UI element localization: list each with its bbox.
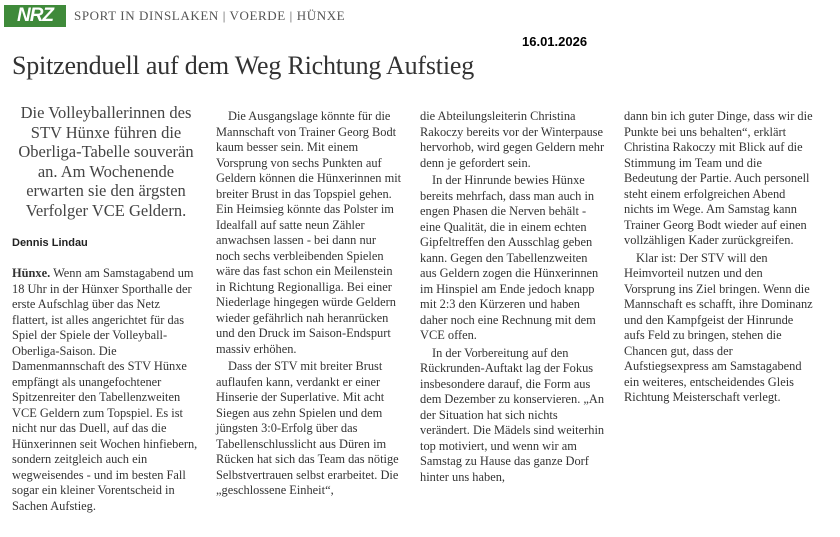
column-3-paragraph: die Abteilungsleiterin Christina Rakoczy bereits vor der Winterpause hervorhob, wird gegen Geldern mehr denn je gefordert sein. (420, 109, 605, 170)
column-2-paragraph: Die Ausgangslage könnte für die Mannschaft von Trainer Georg Bodt kaum besser sein. Mit einem Vorsprung von sechs Punkten auf Geldern können die Hünxerinnen mit breiter Brust in das Topspiel gehen. Ein Heimsieg könnte das Polster im Idealfall auf satte neun Zähler anwachsen lassen - bei dann nur noch sechs verbleibenden Spielen wäre das fast schon ein Meilenstein in Richtung Regionalliga. Bei einer Niederlage hingegen würde Geldern wieder gefährlich nah heranrücken und den Druck im Saison-Endspurt massiv erhöhen. (216, 109, 402, 356)
article-teaser: Die Volleyballerinnen des STV Hünxe führen die Oberliga-Tabelle souverän an. Am Wochenende erwarten sie den ärgsten Verfolger VCE Geldern. (18, 103, 194, 220)
column-4-paragraph: Klar ist: Der STV will den Heimvorteil nutzen und den Vorsprung ins Ziel bringen. Wenn die Mannschaft es schafft, ihre Dominanz und den Kampfgeist der Hinrunde aufs Feld zu bringen, stehen die Chancen gut, dass der Aufstiegsexpress am Samstagabend ein weiteres, entscheidendes Gleis Richtung Meisterschaft verlegt. (624, 250, 813, 404)
newspaper-logo: NRZ (4, 5, 66, 27)
column-4-paragraph: dann bin ich guter Dinge, dass wir die Punkte bei uns behalten“, erklärt Christina Rakoczy mit Blick auf die Stimmung im Team und die Bedeutung der Partie. Auch personell steht einem erfolgreichen Abend nichts im Wege. Am Samstag kann Trainer Georg Bodt wieder auf einen vollzähligen Kader zurückgreifen. (624, 109, 813, 247)
article-column-4 (624, 109, 814, 406)
column-1-paragraph (12, 266, 198, 514)
article-headline: Spitzenduell auf dem Weg Richtung Aufstieg (12, 51, 474, 80)
column-2-paragraph: Dass der STV mit breiter Brust auflaufen kann, verdankt er einer Hinserie der Superlative. Mit acht Siegen aus zehn Spielen und dem jüngsten 3:0-Erfolg über das Tabellenschlusslicht aus Düren im Rücken hat sich das Team das nötige Selbstvertrauen selbst erarbeitet. Die „geschlossene Einheit“, (216, 359, 399, 497)
column-3-paragraph: In der Hinrunde bewies Hünxe bereits mehrfach, dass man auch in engen Phasen die Nerven behält - eine Qualität, die in einem echten Gipfeltreffen den Ausschlag geben kann. Gegen den Tabellenzweiten aus Geldern zogen die Hünxerinnen im Hinspiel am Ende jedoch knapp mit 2:3 den Kürzeren und haben daher noch eine Rechnung mit dem VCE offen. (420, 173, 599, 342)
column-3-paragraph: In der Vorbereitung auf den Rückrunden-Auftakt lag der Fokus insbesondere darauf, die Form aus dem Dezember zu konservieren. „An der Situation hat sich nichts verändert. Die Mädels sind weiterhin top motiviert, und wenn wir am Samstag zu Hause das ganze Dorf hinter uns haben, (420, 345, 605, 484)
article-author: Dennis Lindau (12, 237, 88, 249)
section-header: SPORT IN DINSLAKEN | VOERDE | HÜNXE (74, 8, 346, 23)
article-column-3 (420, 109, 606, 485)
publication-date: 16.01.2026 (522, 34, 588, 49)
article-column-1 (12, 266, 198, 514)
dateline-place: Hünxe. (12, 266, 51, 280)
article-column-2 (216, 109, 402, 499)
column-1-text: Wenn am Samstagabend um 18 Uhr in der Hünxer Sporthalle der erste Aufschlag über das Netz flattert, ist alles angerichtet für das Spiel der Spiele der Volleyball-Oberliga-Saison. Die Damenmannschaft des STV Hünxe empfängt als unangefochtener Spitzenreiter den Tabellenzweiten VCE Geldern zum Topspiel. Es ist nicht nur das Duell, auf das die Hünxerinnen seit Wochen hinfiebern, sondern zeitgleich auch ein wegweisendes - und im besten Fall sogar ein kleiner Vorentscheid in Sachen Aufstieg. (12, 266, 198, 513)
